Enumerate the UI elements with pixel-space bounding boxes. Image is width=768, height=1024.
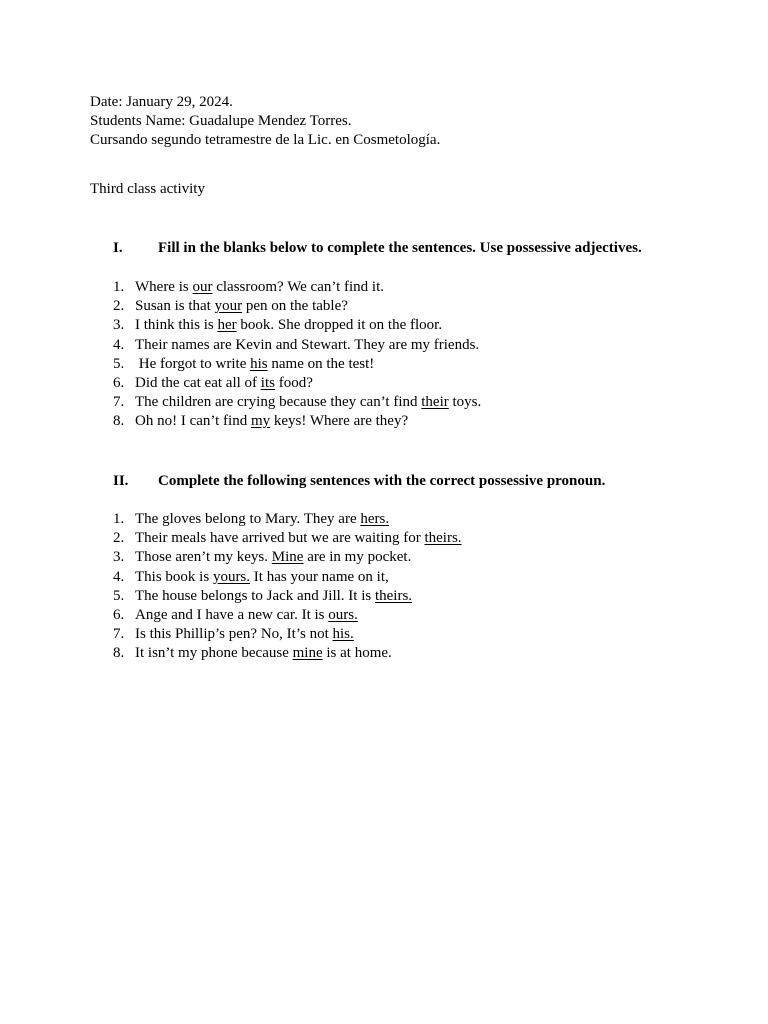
date-line: Date: January 29, 2024. <box>90 94 233 110</box>
exercise-list <box>113 278 481 432</box>
item-text-before: Ange and I have a new car. It is <box>135 606 329 623</box>
answer-text: theirs. <box>374 587 413 604</box>
item-text-after: classroom? We can’t find it. <box>212 279 385 295</box>
exercise-item <box>113 393 481 412</box>
section-heading <box>113 239 642 258</box>
item-text-before: I think this is <box>135 317 218 334</box>
exercise-item <box>113 529 462 548</box>
item-text-before: The children are crying because they can’t find <box>135 394 422 411</box>
item-number: 1. <box>113 511 125 527</box>
item-number: 7. <box>113 626 125 643</box>
answer-text: her <box>217 317 237 334</box>
item-text-after: are in my pocket. <box>303 549 412 566</box>
item-text-after: food? <box>274 374 313 391</box>
answer-text: Mine <box>271 549 304 566</box>
exercise-item <box>113 606 462 625</box>
item-number: 3. <box>113 317 125 334</box>
item-text-before: Those aren’t my keys. <box>135 549 272 566</box>
exercise-list <box>113 510 462 664</box>
answer-text: their <box>421 394 449 411</box>
item-number: 5. <box>113 355 125 372</box>
answer-text: yours. <box>212 568 251 585</box>
exercise-item <box>113 568 462 587</box>
item-number: 6. <box>113 374 125 391</box>
section-title: Fill in the blanks below to complete the sentences. Use possessive adjectives. <box>158 240 642 256</box>
exercise-item <box>113 548 462 567</box>
item-text-before: Their names are Kevin and Stewart. They are my friends. <box>135 336 480 353</box>
answer-text: my <box>250 413 271 430</box>
item-text-after: toys. <box>448 394 482 411</box>
item-text-before: The house belongs to Jack and Jill. It is <box>135 587 375 604</box>
answer-text: hers. <box>360 511 390 527</box>
item-text-before: Where is <box>135 279 193 295</box>
exercise-item <box>113 510 462 529</box>
activity-title: Third class activity <box>90 181 205 197</box>
exercise-item <box>113 412 481 431</box>
item-text-after: keys! Where are they? <box>270 413 409 430</box>
item-number: 4. <box>113 336 125 353</box>
item-text-before: This book is <box>135 568 213 585</box>
item-text-before: Their meals have arrived but we are waiting for <box>135 530 425 547</box>
student-name-line: Students Name: Guadalupe Mendez Torres. <box>90 113 352 130</box>
section-heading <box>113 472 605 491</box>
answer-text: our <box>192 279 213 295</box>
document-header <box>90 93 440 151</box>
item-text-before: The gloves belong to Mary. They are <box>135 511 361 527</box>
item-text-before: Oh no! I can’t find <box>135 413 251 430</box>
exercise-item <box>113 297 481 316</box>
item-number: 4. <box>113 568 125 585</box>
item-text-before: Susan is that <box>135 298 215 315</box>
course-line: Cursando segundo tetramestre de la Lic. en Cosmetología. <box>90 132 441 149</box>
item-text-before: Is this Phillip’s pen? No, It’s not <box>135 626 333 643</box>
item-number: 3. <box>113 549 125 566</box>
item-text-before: He forgot to write <box>135 355 251 372</box>
item-text-after: pen on the table? <box>242 298 348 315</box>
exercise-item <box>113 374 481 393</box>
answer-text: ours. <box>328 606 358 623</box>
item-number: 5. <box>113 587 125 604</box>
item-text-after: book. She dropped it on the floor. <box>236 317 443 334</box>
item-number: 7. <box>113 394 125 411</box>
item-text-after: is at home. <box>322 645 392 662</box>
item-text-before: It isn’t my phone because <box>135 645 293 662</box>
section-title: Complete the following sentences with the correct possessive pronoun. <box>158 473 606 489</box>
exercise-item <box>113 644 462 663</box>
exercise-item <box>113 278 481 297</box>
item-number: 2. <box>113 298 125 315</box>
item-text-after: It has your name on it, <box>250 568 389 585</box>
exercise-item <box>113 316 481 335</box>
item-number: 8. <box>113 645 125 662</box>
exercise-item <box>113 336 481 355</box>
answer-text: his <box>250 355 268 372</box>
answer-text: your <box>214 298 243 315</box>
item-number: 1. <box>113 279 125 295</box>
exercise-item <box>113 355 481 374</box>
answer-text: its <box>260 374 275 391</box>
item-text-before: Did the cat eat all of <box>135 374 261 391</box>
section-number: II. <box>113 473 129 489</box>
section-number: I. <box>113 240 123 256</box>
item-number: 8. <box>113 413 125 430</box>
exercise-item <box>113 587 462 606</box>
answer-text: mine <box>292 645 323 662</box>
item-number: 2. <box>113 530 125 547</box>
answer-text: his. <box>332 626 354 643</box>
item-text-after: name on the test! <box>267 355 375 372</box>
exercise-item <box>113 625 462 644</box>
item-number: 6. <box>113 606 125 623</box>
answer-text: theirs. <box>424 530 462 547</box>
